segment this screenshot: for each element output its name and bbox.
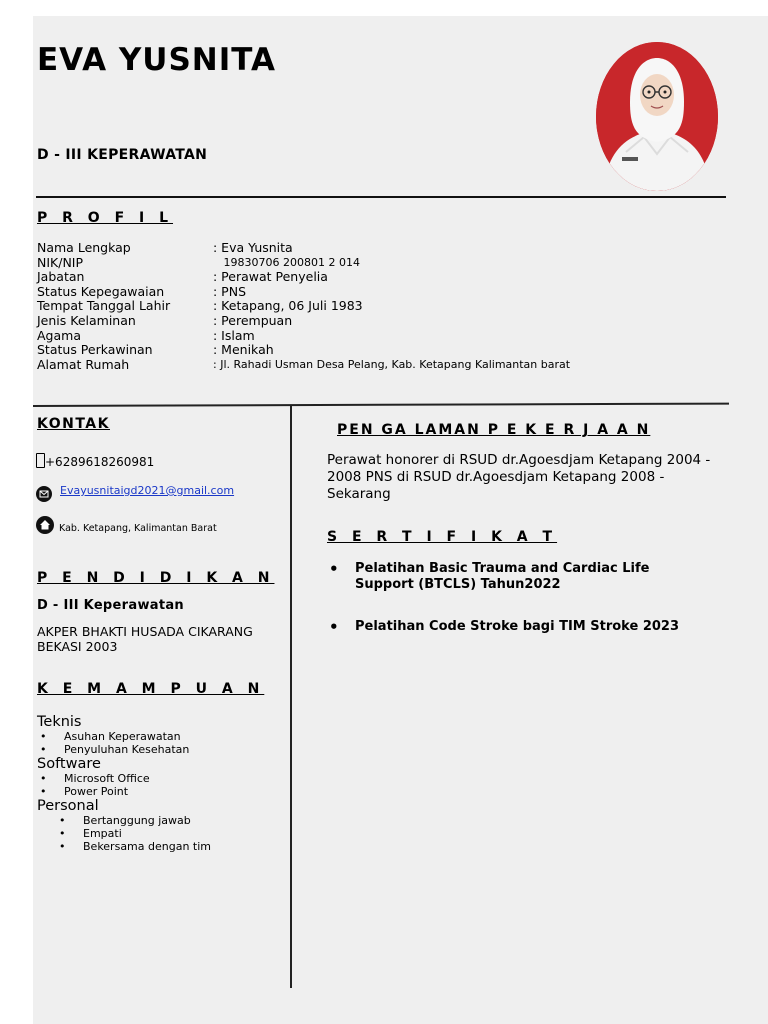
skills-block (37, 714, 211, 853)
phone-line (36, 453, 154, 469)
profil-value: : PNS (213, 283, 247, 299)
profil-label: Status Perkawinan (37, 342, 153, 358)
skill-list (37, 814, 211, 853)
experience-text: Perawat honorer di RSUD dr.Agoesdjam Ketapang 2004 - 2008 PNS di RSUD dr.Agoesdjam Ketapang 2008 - Sekarang (327, 452, 711, 502)
skill-list (37, 772, 211, 798)
profil-value: : Perawat Penyelia (213, 269, 328, 285)
skill-item: • Power Point (37, 785, 211, 798)
certificate-list (327, 561, 727, 635)
profil-value: : Menikah (213, 342, 274, 358)
profil-row (37, 314, 570, 329)
skill-item: • Bekersama dengan tim (37, 840, 211, 853)
profil-label: Alamat Rumah (37, 356, 130, 372)
education-school: AKPER BHAKTI HUSADA CIKARANG BEKASI 2003 (37, 624, 253, 654)
profil-row (37, 256, 570, 271)
profile-photo (596, 42, 718, 191)
pendidikan-heading: P E N D I D I K A N (37, 570, 275, 586)
profil-label: Jabatan (37, 269, 85, 285)
profil-value: : Eva Yusnita (213, 240, 293, 255)
skill-item: • Microsoft Office (37, 772, 211, 785)
profil-label: Agama (37, 327, 81, 343)
column-divider (290, 406, 292, 988)
section-divider (33, 403, 729, 407)
skill-item: • Asuhan Keperawatan (37, 730, 211, 743)
profil-row (37, 358, 570, 373)
address-text: Kab. Ketapang, Kalimantan Barat (59, 523, 217, 534)
header-divider (36, 196, 726, 198)
skill-list (37, 730, 211, 756)
profil-label: Nama Lengkap (37, 240, 131, 255)
profil-row (37, 343, 570, 358)
skill-item: • Bertanggung jawab (37, 814, 211, 827)
resume-page (33, 16, 768, 1024)
certificate-item: • Pelatihan Code Stroke bagi TIM Stroke 2023 (327, 619, 727, 635)
profil-value: 19830706 200801 2 014 (213, 255, 360, 269)
profil-row (37, 329, 570, 344)
skill-item: • Empati (37, 827, 211, 840)
certificate-item: • Pelatihan Basic Trauma and Cardiac Life Support (BTCLS) Tahun2022 (327, 561, 655, 593)
email-icon (36, 486, 52, 502)
pengalaman-heading: PEN GA LAMAN P E K E R J A A N (337, 422, 651, 438)
phone-icon (36, 453, 45, 468)
profil-label: NIK/NIP (37, 254, 84, 270)
home-icon (36, 516, 54, 534)
skill-category: Software (37, 756, 101, 772)
skill-category: Teknis (37, 714, 82, 730)
sertifikat-heading: S E R T I F I K A T (327, 529, 558, 545)
profil-label: Tempat Tanggal Lahir (37, 298, 171, 314)
degree-title: D - III KEPERAWATAN (37, 147, 208, 163)
phone-number: +6289618260981 (45, 455, 155, 469)
profil-heading: P R O F I L (37, 210, 174, 226)
profil-row (37, 285, 570, 300)
profil-value: : Perempuan (213, 312, 293, 328)
skill-item: • Penyuluhan Kesehatan (37, 743, 211, 756)
profil-value: : Ketapang, 06 Juli 1983 (213, 298, 363, 314)
profil-value: : Islam (213, 327, 255, 343)
profil-row (37, 299, 570, 314)
profil-label: Status Kepegawaian (37, 283, 165, 299)
person-name: EVA YUSNITA (37, 42, 277, 78)
kemampuan-heading: K E M A M P U A N (37, 681, 265, 697)
email-link[interactable]: Evayusnitaigd2021@gmail.com (60, 484, 235, 497)
kontak-heading: KONTAK (37, 416, 110, 432)
education-degree: D - III Keperawatan (37, 598, 184, 613)
profil-row (37, 270, 570, 285)
profil-label: Jenis Kelaminan (37, 312, 136, 328)
profil-table (37, 241, 570, 372)
profil-value: : Jl. Rahadi Usman Desa Pelang, Kab. Ketapang Kalimantan barat (213, 357, 571, 371)
skill-category: Personal (37, 798, 99, 814)
profil-row (37, 241, 570, 256)
